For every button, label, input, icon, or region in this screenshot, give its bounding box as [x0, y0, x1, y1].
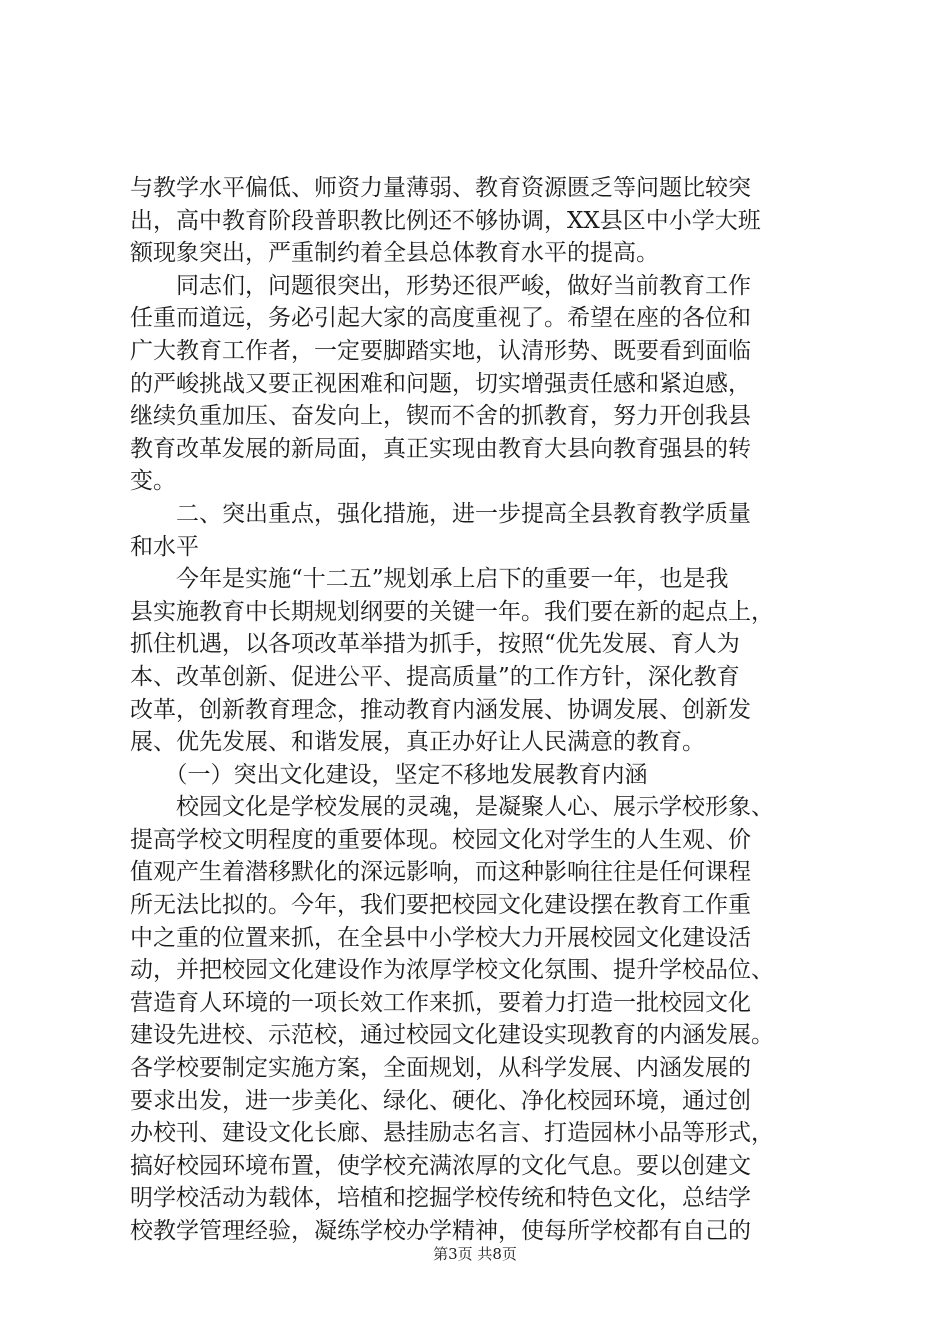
text-line: 营造育人环境的一项长效工作来抓，要着力打造一批校园文化: [130, 989, 751, 1016]
text-line: 办校刊、建设文化长廊、悬挂励志名言、打造园林小品等形式，: [130, 1120, 774, 1147]
text-line: 各学校要制定实施方案，全面规划，从科学发展、内涵发展的: [130, 1055, 751, 1082]
text-line: （一）突出文化建设，坚定不移地发展教育内涵: [130, 761, 648, 788]
text-line: 明学校活动为载体，培植和挖掘学校传统和特色文化，总结学: [130, 1185, 751, 1212]
text-line: 展、优先发展、和谐发展，真正办好让人民满意的教育。: [130, 729, 705, 756]
text-line: 与教学水平偏低、师资力量薄弱、教育资源匮乏等问题比较突: [130, 175, 751, 201]
text-line: 本、改革创新、促进公平、提高质量”的工作方针，深化教育: [130, 663, 740, 690]
text-line: 今年是实施“十二五”规划承上启下的重要一年，也是我: [130, 566, 729, 593]
text-line: 要求出发，进一步美化、绿化、硬化、净化校园环境，通过创: [130, 1087, 751, 1114]
document-body: [130, 172, 830, 1248]
text-line: 值观产生着潜移默化的深远影响，而这种影响往往是任何课程: [130, 859, 751, 886]
text-line: 广大教育工作者，一定要脚踏实地，认清形势、既要看到面临: [130, 337, 751, 364]
text-line: 任重而道远，务必引起大家的高度重视了。希望在座的各位和: [130, 305, 751, 332]
text-line: 变。: [130, 468, 176, 495]
text-line: 建设先进校、示范校，通过校园文化建设实现教育的内涵发展。: [130, 1022, 774, 1049]
text-line: 动，并把校园文化建设作为浓厚学校文化氛围、提升学校品位、: [130, 957, 774, 984]
text-line: 同志们，问题很突出，形势还很严峻，做好当前教育工作: [130, 272, 751, 299]
text-line: 出，高中教育阶段普职教比例还不够协调，XX县区中小学大班: [130, 207, 761, 234]
text-line: 校教学管理经验，凝练学校办学精神，使每所学校都有自己的: [130, 1218, 751, 1244]
text-line: 的严峻挑战又要正视困难和问题，切实增强责任感和紧迫感，: [130, 370, 751, 397]
text-line: 校园文化是学校发展的灵魂，是凝聚人心、展示学校形象、: [130, 794, 774, 821]
text-line: 改革，创新教育理念，推动教育内涵发展、协调发展、创新发: [130, 696, 751, 723]
text-line: 继续负重加压、奋发向上，锲而不舍的抓教育，努力开创我县: [130, 403, 751, 430]
text-line: 二、突出重点，强化措施，进一步提高全县教育教学质量: [130, 500, 751, 527]
page-footer: 第3页 共8页: [433, 1245, 517, 1263]
text-line: 和水平: [130, 533, 199, 560]
text-line: 中之重的位置来抓，在全县中小学校大力开展校园文化建设活: [130, 924, 751, 951]
text-line: 搞好校园环境布置，使学校充满浓厚的文化气息。要以创建文: [130, 1152, 751, 1179]
text-line: 提高学校文明程度的重要体现。校园文化对学生的人生观、价: [130, 826, 751, 853]
text-line: 额现象突出，严重制约着全县总体教育水平的提高。: [130, 240, 659, 267]
text-line: 抓住机遇，以各项改革举措为抓手，按照“优先发展、育人为: [130, 631, 740, 658]
text-line: 教育改革发展的新局面，真正实现由教育大县向教育强县的转: [130, 435, 751, 462]
text-line: 县实施教育中长期规划纲要的关键一年。我们要在新的起点上，: [130, 598, 774, 625]
text-line: 所无法比拟的。今年，我们要把校园文化建设摆在教育工作重: [130, 892, 751, 919]
